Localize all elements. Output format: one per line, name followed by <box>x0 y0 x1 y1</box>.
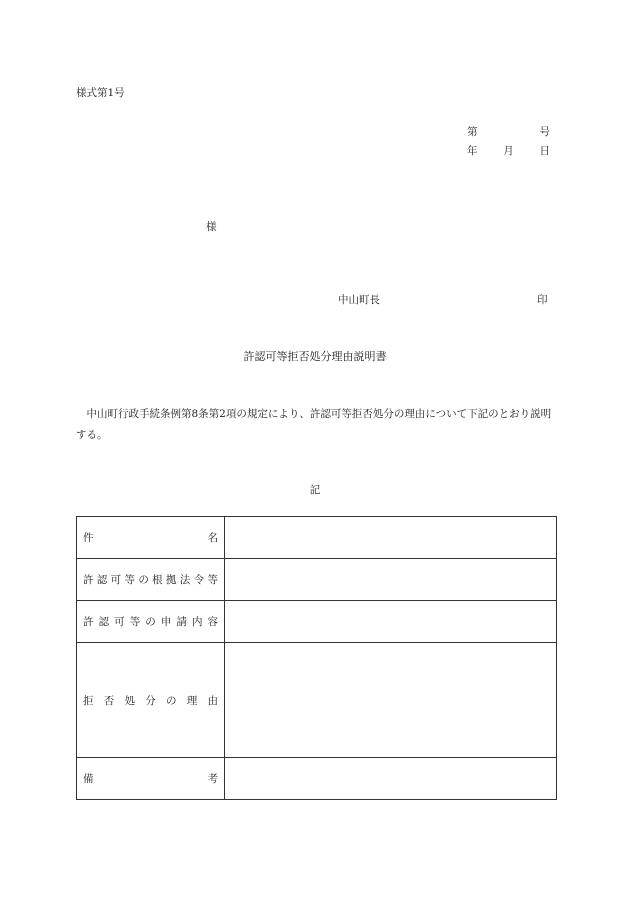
ki-heading: 記 <box>309 484 321 496</box>
label-char: 由 <box>207 694 218 707</box>
row-label-subject <box>77 517 225 559</box>
date-month: 月 <box>503 145 514 157</box>
label-char: 内 <box>191 616 203 628</box>
table-row <box>77 758 557 800</box>
table-row <box>77 643 557 758</box>
label-char: 件 <box>83 532 94 544</box>
label-char: 分 <box>145 694 156 707</box>
label-char: 拒 <box>83 694 94 707</box>
date-line <box>467 143 550 158</box>
label-char: 認 <box>96 574 108 586</box>
label-char: 否 <box>103 694 115 707</box>
details-table <box>76 516 557 800</box>
table-row <box>77 559 557 601</box>
label-char: 容 <box>207 616 218 628</box>
doc-number-prefix: 第 <box>467 126 478 138</box>
label-char: 認 <box>98 616 110 628</box>
label-char: 名 <box>207 532 218 544</box>
label-char: 請 <box>176 616 187 628</box>
body-paragraph: 中山町行政手続条例第8条第2項の規定により、許認可等拒否処分の理由について下記のとおり説明する。 <box>76 408 552 441</box>
issuer-name: 中山町長 <box>338 294 380 306</box>
label-char: 拠 <box>165 574 177 586</box>
label-char: 令 <box>193 574 205 586</box>
label-char: 等 <box>124 574 135 586</box>
label-char: 処 <box>124 694 135 707</box>
table-row <box>77 601 557 643</box>
row-value-remarks <box>225 758 557 800</box>
date-year: 年 <box>467 145 478 157</box>
document-number-line <box>467 124 550 139</box>
label-char: 法 <box>179 574 191 586</box>
label-char: 備 <box>83 773 94 785</box>
label-char: 許 <box>83 574 94 586</box>
table-row <box>77 517 557 559</box>
label-char: 等 <box>129 616 141 628</box>
label-char: 理 <box>186 694 198 707</box>
row-value-legal-basis <box>225 559 557 601</box>
row-value-subject <box>225 517 557 559</box>
seal-mark: 印 <box>537 294 548 306</box>
label-char: 考 <box>207 773 218 785</box>
row-value-application-content <box>225 601 557 643</box>
row-label-remarks <box>77 758 225 800</box>
document-title: 許認可等拒否処分理由説明書 <box>243 350 387 363</box>
label-char: 許 <box>83 616 94 628</box>
row-label-legal-basis <box>77 559 225 601</box>
form-number: 様式第1号 <box>76 87 125 99</box>
row-label-refusal-reason <box>77 643 225 758</box>
label-char: 可 <box>110 574 122 586</box>
label-char: 根 <box>152 574 163 586</box>
doc-number-suffix: 号 <box>539 126 550 138</box>
label-char: 申 <box>160 616 172 628</box>
row-label-application-content <box>77 601 225 643</box>
addressee-honorific: 様 <box>206 221 217 233</box>
label-char: 等 <box>207 574 218 586</box>
row-value-refusal-reason <box>225 643 557 758</box>
label-char: の <box>138 574 149 586</box>
label-char: の <box>145 616 156 628</box>
label-char: の <box>166 694 177 707</box>
label-char: 可 <box>114 616 125 628</box>
date-day: 日 <box>539 145 550 157</box>
